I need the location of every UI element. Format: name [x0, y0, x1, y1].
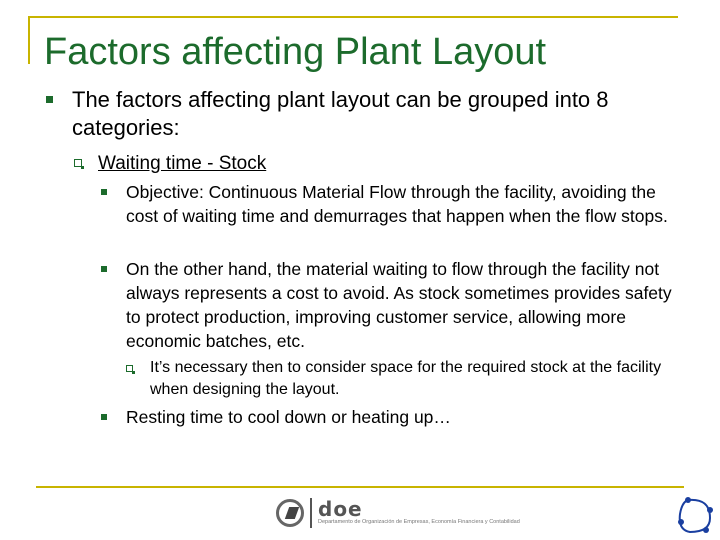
- point-objective: Objective: Continuous Material Flow through the facility, avoiding the cost of waiting time and demurrages that happen when the flow stops.: [126, 182, 668, 226]
- intro-text: The factors affecting plant layout can be grouped into 8 categories:: [72, 87, 609, 140]
- doe-logo: [276, 496, 520, 530]
- logo-name: doe: [318, 497, 363, 521]
- subheading-waiting-time: Waiting time - Stock: [98, 153, 267, 174]
- point-other-hand: On the other hand, the material waiting to flow through the facility not always represents a cost to avoid. As stock sometimes provides safety to protect production, improving customer service, allowing more economic batches, etc.: [126, 259, 672, 351]
- footer-divider: [36, 486, 684, 488]
- title-frame-left-line: [28, 16, 30, 64]
- title-frame-top-line: [28, 16, 678, 18]
- logo-divider: [310, 498, 312, 528]
- logo-emblem-icon: [276, 499, 304, 527]
- point-resting-time: Resting time to cool down or heating up…: [126, 407, 451, 427]
- hollow-square-bullet-icon: [74, 159, 82, 167]
- hollow-square-bullet-icon: [126, 365, 133, 372]
- square-bullet-icon: [46, 96, 53, 103]
- square-bullet-icon: [101, 189, 107, 195]
- logo-tagline: Departamento de Organización de Empresas, Economía Financiera y Contabilidad: [318, 519, 520, 525]
- corner-decoration-icon: [676, 496, 716, 536]
- square-bullet-icon: [101, 414, 107, 420]
- subpoint-stock-space: It’s necessary then to consider space for the required stock at the facility when designing the layout.: [150, 359, 662, 398]
- slide-title: Factors affecting Plant Layout: [44, 31, 547, 73]
- square-bullet-icon: [101, 266, 107, 272]
